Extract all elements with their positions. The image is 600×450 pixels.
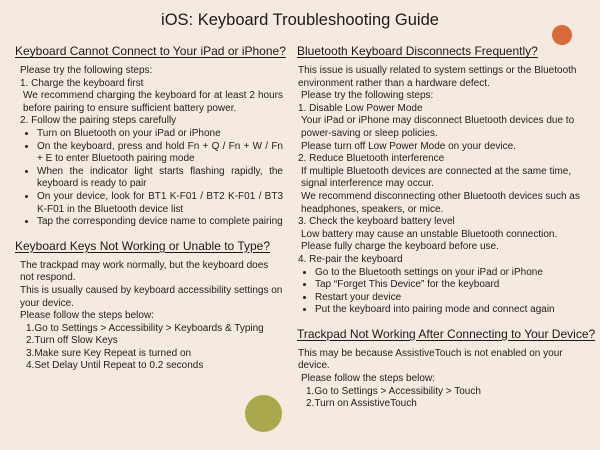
step-text: Please fully charge the keyboard before use. (301, 241, 499, 253)
list-item: • On your device, look for BT1 K-F01 / BT2 K-F01 / BT3 K-F01 in the Bluetooth device list (37, 191, 283, 216)
step-heading: 4. Re-pair the keyboard (298, 253, 403, 265)
body-text: This issue is usually related to system settings or the Bluetooth environment rather than a hardware defect. (298, 65, 577, 89)
step-heading: 3. Check the keyboard battery level (298, 216, 455, 228)
body-text: Please follow the steps below: (301, 373, 435, 385)
list-item: • Restart your device (315, 292, 587, 305)
body-text: This may be because AssistiveTouch is not enabled on your device. (298, 347, 563, 372)
step-text: Low battery may cause an unstable Bluetooth connection. (301, 228, 558, 240)
body-text: Please follow the steps below: (20, 310, 154, 322)
list-item: • Put the keyboard into pairing mode and connect again (315, 304, 587, 317)
list-item: • Tap “Forget This Device” for the keyboard (315, 279, 587, 292)
list-item: • When the indicator light starts flashing rapidly, the keyboard is ready to pair (37, 166, 283, 191)
repair-steps-list (298, 267, 587, 317)
left-column (15, 44, 286, 373)
section-cannot-connect (15, 44, 286, 229)
list-item: • Turn on Bluetooth on your iPad or iPhone (37, 128, 283, 141)
step-heading: 2. Reduce Bluetooth interference (298, 153, 445, 165)
list-item: 1.Go to Settings > Accessibility > Keyboards & Typing (26, 322, 264, 334)
list-item: 3.Make sure Key Repeat is turned on (26, 347, 192, 359)
section-heading: Bluetooth Keyboard Disconnects Frequently? (297, 44, 538, 58)
section-heading: Keyboard Keys Not Working or Unable to Type? (15, 238, 271, 253)
orange-dot-decoration (552, 25, 572, 45)
section-keys-not-working (15, 239, 283, 373)
list-item: • Tap the corresponding device name to complete pairing (37, 216, 283, 229)
section-trackpad-not-working (297, 326, 596, 411)
page-title: iOS: Keyboard Troubleshooting Guide (161, 11, 439, 29)
step-text: Your iPad or iPhone may disconnect Bluetooth devices due to power-saving or sleep policies. (301, 115, 575, 139)
right-column (297, 44, 596, 411)
step-text: If multiple Bluetooth devices are connected at the same time, signal interference may occur. (301, 165, 572, 190)
step-text: We recommend disconnecting other Bluetooth devices such as headphones, speakers, or mice. (301, 190, 580, 215)
step-heading: 1. Charge the keyboard first (20, 77, 144, 89)
list-item: 2.Turn off Slow Keys (26, 335, 118, 347)
list-item: 4.Set Delay Until Repeat to 0.2 seconds (26, 360, 204, 372)
section-disconnects (297, 44, 587, 317)
olive-dot-decoration (245, 395, 282, 432)
list-item: • On the keyboard, press and hold Fn + Q / Fn + W / Fn + E to enter Bluetooth pairing mode (37, 141, 283, 166)
list-item: 2.Turn on AssistiveTouch (306, 398, 417, 410)
step-text: We recommend charging the keyboard for at least 2 hours before pairing to ensure sufficient battery power. (23, 90, 283, 114)
list-item: 1.Go to Settings > Accessibility > Touch (306, 385, 481, 397)
step-heading: 2. Follow the pairing steps carefully (20, 115, 177, 127)
pairing-steps-list (20, 128, 283, 229)
body-text: The trackpad may work normally, but the keyboard does not respond. (20, 259, 269, 284)
section-heading: Trackpad Not Working After Connecting to Your Device? (297, 326, 596, 341)
settings-steps-list (20, 323, 283, 373)
section-heading: Keyboard Cannot Connect to Your iPad or iPhone? (15, 44, 286, 58)
list-item: • Go to the Bluetooth settings on your iPad or iPhone (315, 267, 587, 280)
intro-text: Please try the following steps: (20, 65, 153, 76)
touch-steps-list (298, 386, 587, 411)
step-text: Please turn off Low Power Mode on your device. (301, 140, 516, 152)
body-text: This is usually caused by keyboard accessibility settings on your device. (20, 284, 283, 309)
step-heading: 1. Disable Low Power Mode (298, 102, 423, 114)
body-text: Please try the following steps: (301, 90, 434, 102)
